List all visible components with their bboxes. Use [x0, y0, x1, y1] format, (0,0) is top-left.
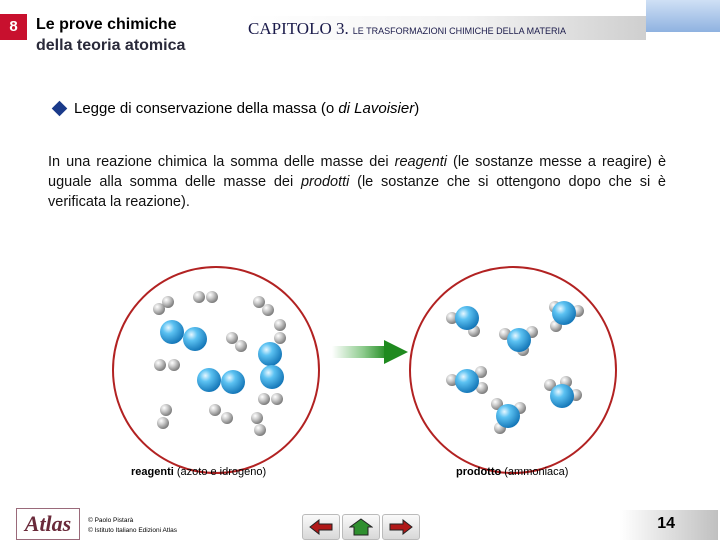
chapter-number-badge: 8 [0, 14, 27, 40]
chapter-title-line2: della teoria atomica [36, 37, 186, 54]
capitolo-label: CAPITOLO 3. [248, 19, 349, 38]
capitolo-subtitle: LE TRASFORMAZIONI CHIMICHE DELLA MATERIA [352, 26, 566, 36]
reagents-caption: reagenti (azoto e idrogeno) [131, 466, 267, 478]
credit-publisher: © Istituto Italiano Edizioni Atlas [88, 527, 177, 534]
next-slide-button[interactable] [382, 514, 420, 540]
right-arrow-icon [332, 340, 408, 364]
product-caption: prodotto (ammoniaca) [456, 466, 569, 478]
atlas-logo: Atlas [16, 508, 80, 540]
law-description: In una reazione chimica la somma delle masse dei reagenti (le sostanze messe a reagire) è uguale alla somma delle masse dei prodotti (le sostanze che si ottengono dopo che si è verificata la reazione). [48, 154, 667, 210]
forward-arrow-icon [389, 519, 413, 535]
credit-author: © Paolo Pistarà [88, 517, 134, 524]
page-number: 14 [657, 515, 675, 532]
home-icon [349, 518, 373, 536]
chapter-title-line1: Le prove chimiche [36, 16, 177, 33]
law-heading-text: Legge di conservazione della massa (o di Lavoisier) [74, 100, 420, 117]
back-arrow-icon [309, 519, 333, 535]
home-button[interactable] [342, 514, 380, 540]
product-circle [410, 267, 616, 473]
previous-slide-button[interactable] [302, 514, 340, 540]
credits [88, 516, 177, 536]
page-number-box [620, 510, 718, 540]
